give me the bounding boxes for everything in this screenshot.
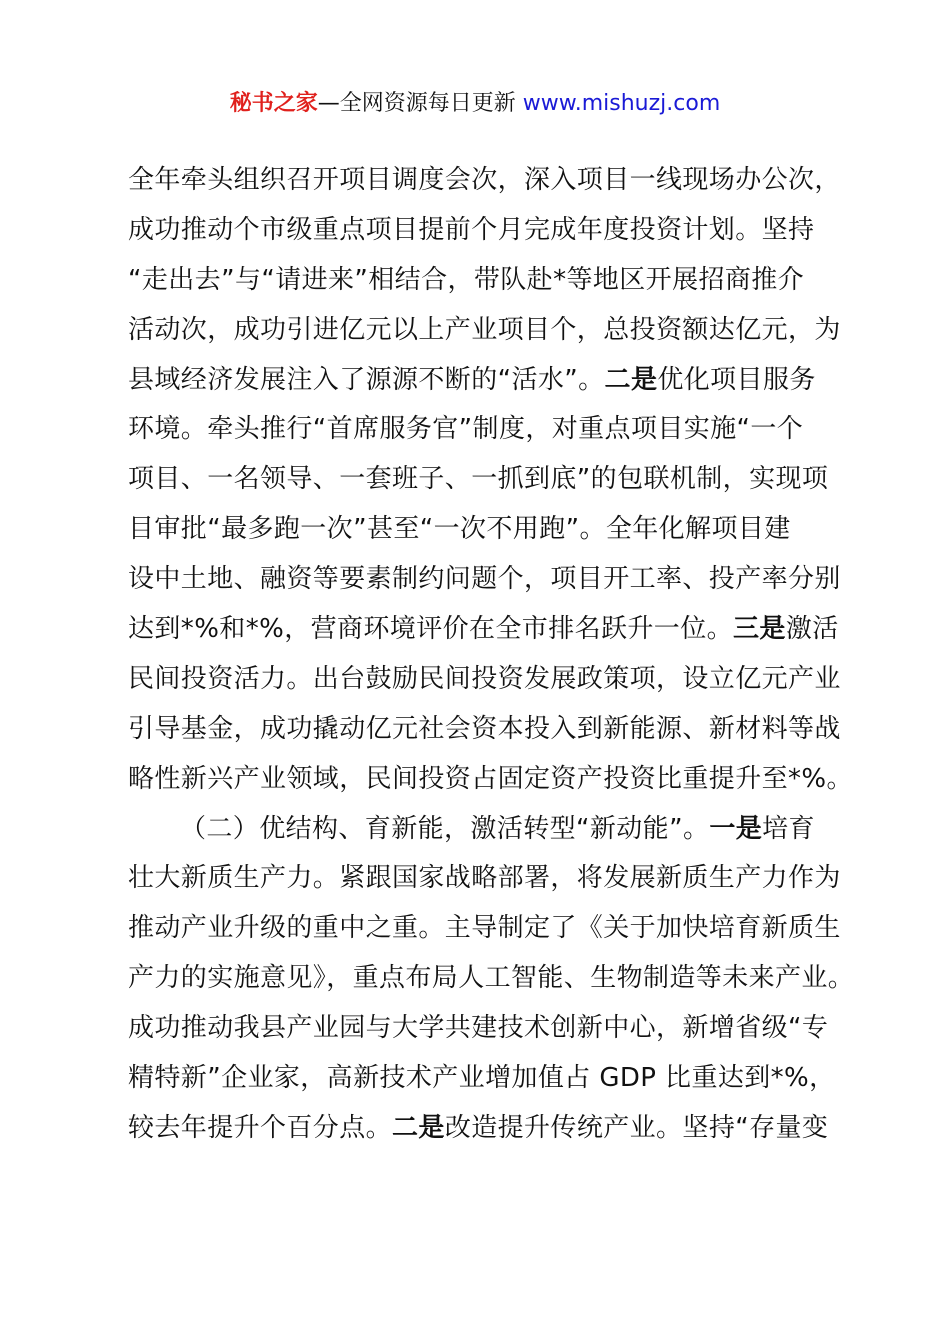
text-line-4: 活动次，成功引进亿元以上产业项目个，总投资额达亿元，为: [128, 314, 841, 345]
text-line-18: 成功推动我县产业园与大学共建技术创新中心，新增省级“专: [128, 1013, 829, 1044]
bold-marker: 三是: [733, 614, 786, 645]
bold-marker: 二是: [392, 1112, 445, 1143]
text-line-3: “走出去”与“请进来”相结合，带队赴*等地区开展招商推介: [128, 264, 805, 295]
text-line-9: 设中土地、融资等要素制约问题个，项目开工率、投产率分别: [128, 564, 841, 595]
text-line-5: 县域经济发展注入了源源不断的“活水”。二是优化项目服务: [128, 364, 816, 395]
text-line-10: 达到*%和*%，营商环境评价在全市排名跃升一位。三是激活: [128, 614, 839, 645]
text-line-20: 较去年提升个百分点。二是改造提升传统产业。坚持“存量变: [128, 1112, 829, 1143]
document-body: [128, 156, 855, 1154]
text-line-1: 全年牵头组织召开项目调度会次，深入项目一线现场办公次，: [128, 165, 841, 195]
text-line-15: 壮大新质生产力。紧跟国家战略部署，将发展新质生产力作为: [128, 863, 841, 894]
text-line-7: 项目、一名领导、一套班子、一抓到底”的包联机制，实现项: [128, 464, 829, 495]
header-tagline: —全网资源每日更新: [317, 91, 523, 116]
brand-name: 秘书之家: [229, 91, 318, 116]
text-line-11: 民间投资活力。出台鼓励民间投资发展政策项，设立亿元产业: [128, 663, 841, 694]
text-line-6: 环境。牵头推行“首席服务官”制度，对重点项目实施“一个: [128, 414, 804, 445]
text-line-16: 推动产业升级的重中之重。主导制定了《关于加快培育新质生: [128, 913, 841, 944]
text-line-12: 引导基金，成功撬动亿元社会资本投入到新能源、新材料等战: [128, 713, 841, 744]
text-line-17: 产力的实施意见》，重点布局人工智能、生物制造等未来产业。: [128, 963, 855, 994]
site-url-link[interactable]: www.mishuzj.com: [522, 91, 721, 116]
bold-marker: 一是: [709, 813, 763, 844]
bold-marker: 二是: [604, 364, 658, 395]
text-line-8: 目审批“最多跑一次”甚至“一次不用跑”。全年化解项目建: [128, 514, 791, 545]
section-heading-line: （二）优结构、育新能，激活转型“新动能”。一是培育: [180, 813, 815, 844]
text-line-13: 略性新兴产业领域，民间投资占固定资产投资比重提升至*%。: [128, 763, 853, 794]
text-line-19: 精特新”企业家，高新技术产业增加值占 GDP 比重达到*%，: [128, 1063, 836, 1094]
site-header: [0, 88, 950, 120]
text-line-2: 成功推动个市级重点项目提前个月完成年度投资计划。坚持: [128, 214, 815, 245]
